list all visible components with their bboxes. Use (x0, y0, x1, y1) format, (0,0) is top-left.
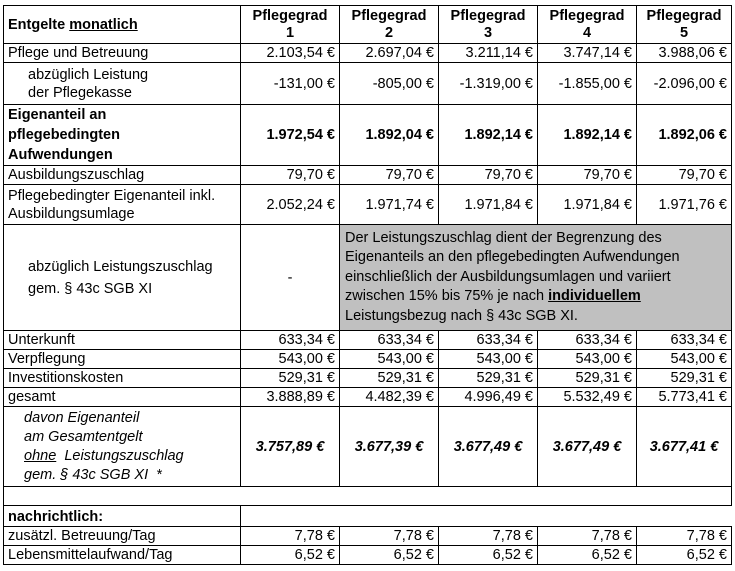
row-lebensmittel-tag (4, 546, 732, 565)
cell-value: 1.971,74 € (340, 185, 439, 225)
row-abzug-pflegekasse (4, 63, 732, 105)
cell-value: 7,78 € (538, 527, 637, 546)
monthly-fees-table (3, 5, 732, 565)
cell-value: 529,31 € (538, 369, 637, 388)
cell-value: 7,78 € (439, 527, 538, 546)
cell-value: -131,00 € (241, 63, 340, 105)
row-label: gesamt (4, 388, 241, 407)
header-label-prefix: Entgelte (8, 16, 70, 33)
row-label: Investitionskosten (4, 369, 241, 388)
cell-value: 529,31 € (637, 369, 732, 388)
cell-value: 1.971,76 € (637, 185, 732, 225)
cell-value: 633,34 € (538, 331, 637, 350)
header-row (4, 6, 732, 44)
label-line: Leistungszuschlag (56, 447, 184, 464)
cell-value: 543,00 € (439, 350, 538, 369)
row-label: Ausbildungszuschlag (4, 166, 241, 185)
row-label (4, 185, 241, 225)
row-investitionskosten (4, 369, 732, 388)
header-grade-2 (340, 6, 439, 44)
cell-value: 2.103,54 € (241, 44, 340, 63)
empty-cell (241, 506, 732, 527)
row-label (4, 407, 241, 487)
row-label: Unterkunft (4, 331, 241, 350)
row-label (4, 63, 241, 105)
row-unterkunft (4, 331, 732, 350)
grade-title: Pflegegrad (646, 7, 722, 24)
cell-value: 7,78 € (241, 527, 340, 546)
row-label: Lebensmittelaufwand/Tag (4, 546, 241, 565)
cell-value: - (241, 225, 340, 331)
row-gesamt (4, 388, 732, 407)
header-grade-4 (538, 6, 637, 44)
cell-value: 79,70 € (538, 166, 637, 185)
cell-value: 79,70 € (637, 166, 732, 185)
header-label (4, 6, 241, 44)
cell-value: 4.482,39 € (340, 388, 439, 407)
cell-value: 1.892,14 € (538, 105, 637, 166)
cell-value: -1.855,00 € (538, 63, 637, 105)
section-heading: nachrichtlich: (4, 506, 241, 527)
row-label: Verpflegung (4, 350, 241, 369)
cell-value: 3.677,41 € (637, 407, 732, 487)
label-line: Ausbildungsumlage (8, 205, 135, 222)
cell-value: 529,31 € (241, 369, 340, 388)
cell-value: 1.971,84 € (439, 185, 538, 225)
row-label (4, 225, 241, 331)
cell-value: -1.319,00 € (439, 63, 538, 105)
label-emphasis: ohne (24, 447, 57, 464)
cell-value: 529,31 € (340, 369, 439, 388)
cell-value: 633,34 € (439, 331, 538, 350)
grade-number: 1 (285, 24, 295, 41)
cell-value: 633,34 € (637, 331, 732, 350)
label-line: Aufwendungen (8, 147, 113, 163)
cell-value: 6,52 € (241, 546, 340, 565)
cell-value: 7,78 € (637, 527, 732, 546)
row-nachrichtlich-heading (4, 506, 732, 527)
label-line: pflegebedingten (8, 127, 120, 143)
row-label: zusätzl. Betreuung/Tag (4, 527, 241, 546)
cell-value: 543,00 € (241, 350, 340, 369)
label-line: davon Eigenanteil (24, 409, 140, 426)
header-grade-1 (241, 6, 340, 44)
row-label: Pflege und Betreuung (4, 44, 241, 63)
grade-number: 2 (384, 24, 394, 41)
row-label (4, 105, 241, 166)
grade-title: Pflegegrad (252, 7, 328, 24)
cell-value: 79,70 € (241, 166, 340, 185)
cell-value: -2.096,00 € (637, 63, 732, 105)
row-leistungszuschlag (4, 225, 732, 331)
cell-value: 3.677,49 € (538, 407, 637, 487)
cell-value: 3.677,49 € (439, 407, 538, 487)
cell-value: 3.757,89 € (241, 407, 340, 487)
note-text: Der Leistungszuschlag dient der Begrenzung des Eigenanteils an den pflegebedingten Aufwendungen einschließlich der Ausbildungsumlagen und variiert zwischen 15% bis 75% je nach (345, 229, 680, 305)
row-pflege (4, 44, 732, 63)
cell-value: 6,52 € (637, 546, 732, 565)
grade-title: Pflegegrad (549, 7, 625, 24)
label-line: Pflegebedingter Eigenanteil inkl. (8, 187, 216, 204)
row-eigenanteil-inkl-umlage (4, 185, 732, 225)
cell-value: 2.697,04 € (340, 44, 439, 63)
cell-value: 633,34 € (340, 331, 439, 350)
label-line: gem. § 43c SGB XI * (24, 466, 162, 483)
cell-value: 529,31 € (439, 369, 538, 388)
row-eigenanteil (4, 105, 732, 166)
label-line: am Gesamtentgelt (24, 428, 143, 445)
cell-value: 4.996,49 € (439, 388, 538, 407)
cell-value: 5.532,49 € (538, 388, 637, 407)
cell-value: 1.892,14 € (439, 105, 538, 166)
header-grade-3 (439, 6, 538, 44)
spacer-cell (4, 487, 732, 506)
cell-value: 3.888,89 € (241, 388, 340, 407)
note-emphasis: individuellem (548, 288, 641, 305)
cell-value: 5.773,41 € (637, 388, 732, 407)
cell-value: 1.972,54 € (241, 105, 340, 166)
note-text: Leistungsbezug nach § 43c SGB XI. (345, 307, 578, 324)
cell-value: 633,34 € (241, 331, 340, 350)
cell-value: 6,52 € (538, 546, 637, 565)
header-label-monthly: monatlich (69, 16, 138, 33)
cell-value: 6,52 € (340, 546, 439, 565)
leistungszuschlag-note (340, 225, 732, 331)
row-spacer (4, 487, 732, 506)
cell-value: 7,78 € (340, 527, 439, 546)
row-verpflegung (4, 350, 732, 369)
cell-value: 3.747,14 € (538, 44, 637, 63)
row-betreuung-tag (4, 527, 732, 546)
cell-value: 1.892,06 € (637, 105, 732, 166)
grade-number: 3 (483, 24, 493, 41)
cell-value: 1.892,04 € (340, 105, 439, 166)
cell-value: 543,00 € (538, 350, 637, 369)
cell-value: 3.211,14 € (439, 44, 538, 63)
grade-title: Pflegegrad (351, 7, 427, 24)
label-line: abzüglich Leistung (28, 66, 149, 83)
label-line: Eigenanteil an (8, 107, 107, 123)
cell-value: 79,70 € (340, 166, 439, 185)
cell-value: 2.052,24 € (241, 185, 340, 225)
label-line: abzüglich Leistungszuschlag (28, 258, 213, 275)
row-davon-eigenanteil (4, 407, 732, 487)
grade-number: 4 (582, 24, 592, 41)
cell-value: 3.677,39 € (340, 407, 439, 487)
cell-value: 543,00 € (340, 350, 439, 369)
grade-title: Pflegegrad (450, 7, 526, 24)
label-line: gem. § 43c SGB XI (28, 280, 153, 297)
cell-value: 79,70 € (439, 166, 538, 185)
cell-value: 543,00 € (637, 350, 732, 369)
label-line: der Pflegekasse (28, 84, 132, 101)
cell-value: -805,00 € (340, 63, 439, 105)
row-ausbildungszuschlag (4, 166, 732, 185)
cell-value: 1.971,84 € (538, 185, 637, 225)
cell-value: 3.988,06 € (637, 44, 732, 63)
grade-number: 5 (679, 24, 689, 41)
header-grade-5 (637, 6, 732, 44)
cell-value: 6,52 € (439, 546, 538, 565)
